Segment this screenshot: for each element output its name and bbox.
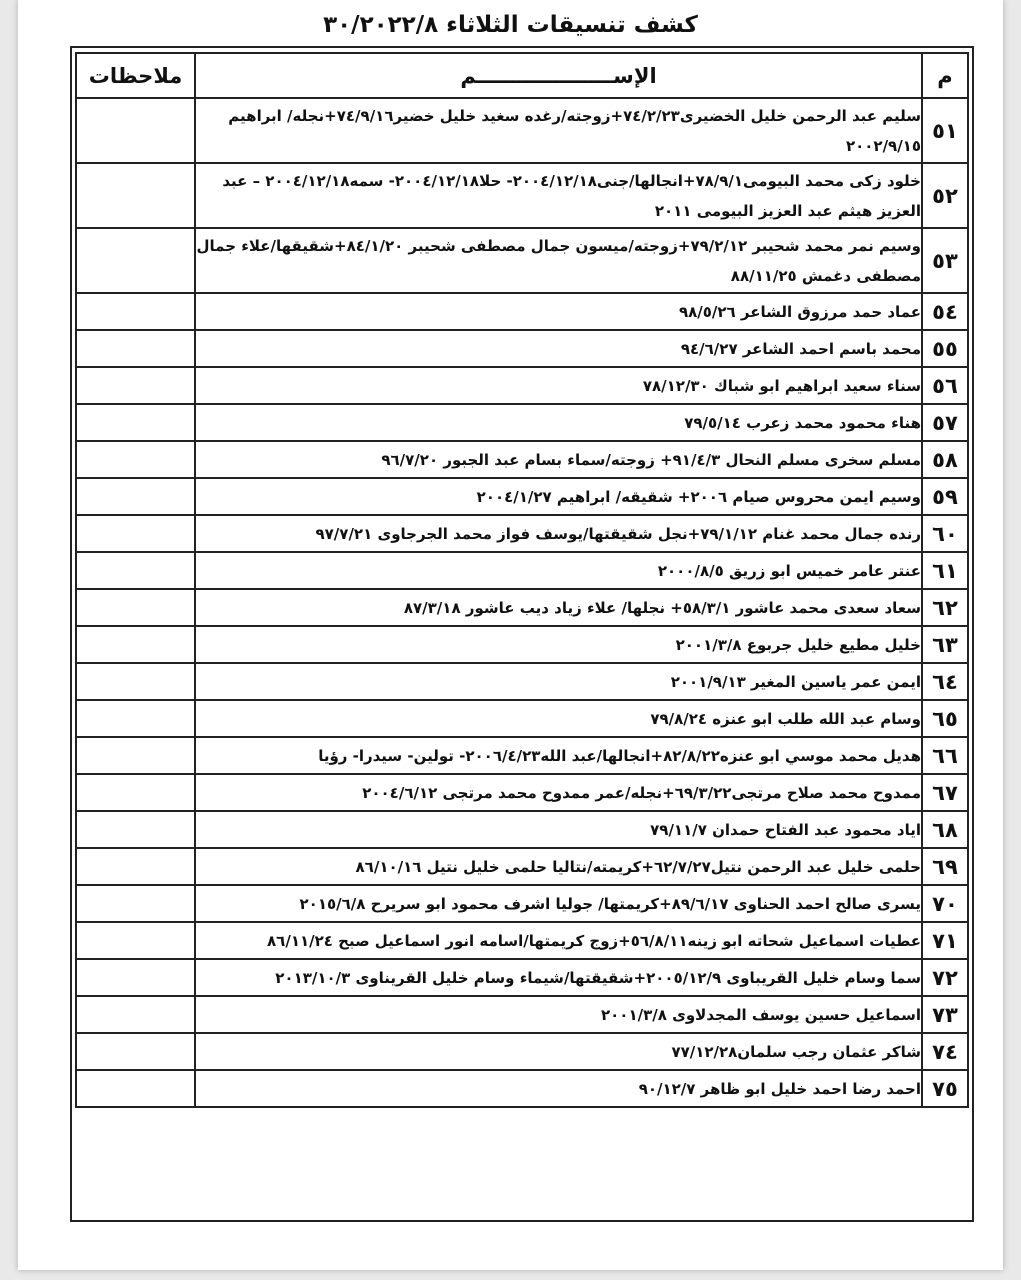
row-number: ٦٩ [922, 848, 968, 885]
row-number: ٥٥ [922, 330, 968, 367]
row-notes [76, 441, 195, 478]
row-number: ٦٠ [922, 515, 968, 552]
table-row [76, 367, 968, 404]
row-number: ٧٣ [922, 996, 968, 1033]
document-page [18, 0, 1003, 1270]
row-notes [76, 478, 195, 515]
row-notes [76, 848, 195, 885]
row-number: ٧٠ [922, 885, 968, 922]
table-row [76, 885, 968, 922]
table-row [76, 922, 968, 959]
register-table [75, 52, 969, 1108]
row-notes [76, 163, 195, 228]
row-name: سليم عبد الرحمن خليل الخضيرى٧٤/٢/٢٣+زوجته/رغده سغيد خليل خضير٧٤/٩/١٦+نجله/ ابراهيم ٢٠٠٢/٩/١٥ [195, 98, 922, 163]
table-row [76, 228, 968, 293]
row-notes [76, 330, 195, 367]
row-number: ٥٢ [922, 163, 968, 228]
row-name: سعاد سعدى محمد عاشور ٥٨/٣/١+ نجلها/ علاء زياد ديب عاشور ٨٧/٣/١٨ [195, 589, 922, 626]
row-notes [76, 885, 195, 922]
row-name: خليل مطيع خليل جربوع ٢٠٠١/٣/٨ [195, 626, 922, 663]
row-notes [76, 1070, 195, 1107]
table-row [76, 478, 968, 515]
row-name: سناء سعيد ابراهيم ابو شباك ٧٨/١٢/٣٠ [195, 367, 922, 404]
row-name: مسلم سخرى مسلم النحال ٩١/٤/٣+ زوجته/سماء بسام عبد الجبور ٩٦/٧/٢٠ [195, 441, 922, 478]
table-row [76, 330, 968, 367]
row-name: هديل محمد موسي ابو عنزه٨٢/٨/٢٢+انجالها/عبد الله٢٠٠٦/٤/٢٣- تولين- سيدرا- رؤيا [195, 737, 922, 774]
row-number: ٦١ [922, 552, 968, 589]
row-notes [76, 774, 195, 811]
row-name: خلود زكى محمد البيومى٧٨/٩/١+انجالها/جنى٢٠٠٤/١٢/١٨- حلا٢٠٠٤/١٢/١٨- سمه٢٠٠٤/١٢/١٨ – عبد العزيز هيثم عبد العزيز البيومى ٢٠١١ [195, 163, 922, 228]
row-notes [76, 663, 195, 700]
row-name: ممدوح محمد صلاح مرتجى٦٩/٣/٢٢+نجله/عمر ممدوح محمد مرتجى ٢٠٠٤/٦/١٢ [195, 774, 922, 811]
row-number: ٧٤ [922, 1033, 968, 1070]
table-row [76, 811, 968, 848]
row-notes [76, 811, 195, 848]
row-name: اياد محمود عبد الفتاح حمدان ٧٩/١١/٧ [195, 811, 922, 848]
row-notes [76, 552, 195, 589]
table-row [76, 293, 968, 330]
row-name: وسيم ايمن محروس صيام ٢٠٠٦+ شقيقه/ ابراهيم ٢٠٠٤/١/٢٧ [195, 478, 922, 515]
row-name: شاكر عثمان رجب سلمان٧٧/١٢/٢٨ [195, 1033, 922, 1070]
table-row [76, 1070, 968, 1107]
row-notes [76, 515, 195, 552]
header-row [76, 53, 968, 98]
row-number: ٦٢ [922, 589, 968, 626]
row-number: ٥٨ [922, 441, 968, 478]
row-name: رنده جمال محمد غنام ٧٩/١/١٢+نجل شقيقتها/يوسف فواز محمد الجرجاوى ٩٧/٧/٢١ [195, 515, 922, 552]
row-notes [76, 737, 195, 774]
row-notes [76, 404, 195, 441]
table-row [76, 441, 968, 478]
row-number: ٧٢ [922, 959, 968, 996]
row-number: ٦٨ [922, 811, 968, 848]
table-row [76, 98, 968, 163]
row-name: وسام عبد الله طلب ابو عنزه ٧٩/٨/٢٤ [195, 700, 922, 737]
row-name: سما وسام خليل القريباوى ٢٠٠٥/١٢/٩+شقيقتها/شيماء وسام خليل القريناوى ٢٠١٣/١٠/٣ [195, 959, 922, 996]
row-notes [76, 293, 195, 330]
table-row [76, 404, 968, 441]
table-body [76, 98, 968, 1107]
header-name: الإســـــــــــــــــــم [195, 53, 922, 98]
row-number: ٦٥ [922, 700, 968, 737]
row-name: وسيم نمر محمد شحيبر ٧٩/٢/١٢+زوجته/ميسون جمال مصطفى شحيبر ٨٤/١/٢٠+شقيقها/علاء جمال مصطفى دغمش ٨٨/١١/٢٥ [195, 228, 922, 293]
table-row [76, 163, 968, 228]
row-number: ٦٤ [922, 663, 968, 700]
table-row [76, 774, 968, 811]
header-num: م [922, 53, 968, 98]
table-row [76, 996, 968, 1033]
row-notes [76, 996, 195, 1033]
row-number: ٥٧ [922, 404, 968, 441]
row-notes [76, 626, 195, 663]
row-notes [76, 922, 195, 959]
row-notes [76, 700, 195, 737]
row-notes [76, 959, 195, 996]
row-name: يسرى صالح احمد الحناوى ٨٩/٦/١٧+كريمتها/ جوليا اشرف محمود ابو سريرح ٢٠١٥/٦/٨ [195, 885, 922, 922]
row-number: ٦٣ [922, 626, 968, 663]
table-row [76, 552, 968, 589]
row-name: عطيات اسماعيل شحاته ابو زينه٥٦/٨/١١+زوج كريمتها/اسامه انور اسماعيل صبح ٨٦/١١/٢٤ [195, 922, 922, 959]
table-row [76, 959, 968, 996]
row-number: ٥٦ [922, 367, 968, 404]
table-row [76, 1033, 968, 1070]
row-name: اسماعيل حسين يوسف المجدلاوى ٢٠٠١/٣/٨ [195, 996, 922, 1033]
row-name: احمد رضا احمد خليل ابو ظاهر ٩٠/١٢/٧ [195, 1070, 922, 1107]
row-name: عنتر عامر خميس ابو زريق ٢٠٠٠/٨/٥ [195, 552, 922, 589]
row-name: عماد حمد مرزوق الشاعر ٩٨/٥/٢٦ [195, 293, 922, 330]
row-notes [76, 228, 195, 293]
row-name: ايمن عمر ياسين المغير ٢٠٠١/٩/١٣ [195, 663, 922, 700]
row-name: حلمى خليل عبد الرحمن نتيل٦٢/٧/٢٧+كريمته/نتاليا حلمى خليل نتيل ٨٦/١٠/١٦ [195, 848, 922, 885]
row-number: ٧١ [922, 922, 968, 959]
row-number: ٦٦ [922, 737, 968, 774]
table-row [76, 700, 968, 737]
table-row [76, 515, 968, 552]
page-title: كشف تنسيقات الثلاثاء ٣٠/٢٠٢٢/٨ [323, 12, 698, 38]
row-number: ٥٩ [922, 478, 968, 515]
table-row [76, 589, 968, 626]
row-number: ٦٧ [922, 774, 968, 811]
row-notes [76, 1033, 195, 1070]
table-row [76, 737, 968, 774]
table-row [76, 626, 968, 663]
row-name: هناء محمود محمد زعرب ٧٩/٥/١٤ [195, 404, 922, 441]
row-number: ٥١ [922, 98, 968, 163]
row-number: ٥٤ [922, 293, 968, 330]
row-number: ٧٥ [922, 1070, 968, 1107]
row-notes [76, 589, 195, 626]
header-notes: ملاحظات [76, 53, 195, 98]
row-notes [76, 98, 195, 163]
row-number: ٥٣ [922, 228, 968, 293]
table-row [76, 663, 968, 700]
row-notes [76, 367, 195, 404]
row-name: محمد باسم احمد الشاعر ٩٤/٦/٢٧ [195, 330, 922, 367]
table-row [76, 848, 968, 885]
